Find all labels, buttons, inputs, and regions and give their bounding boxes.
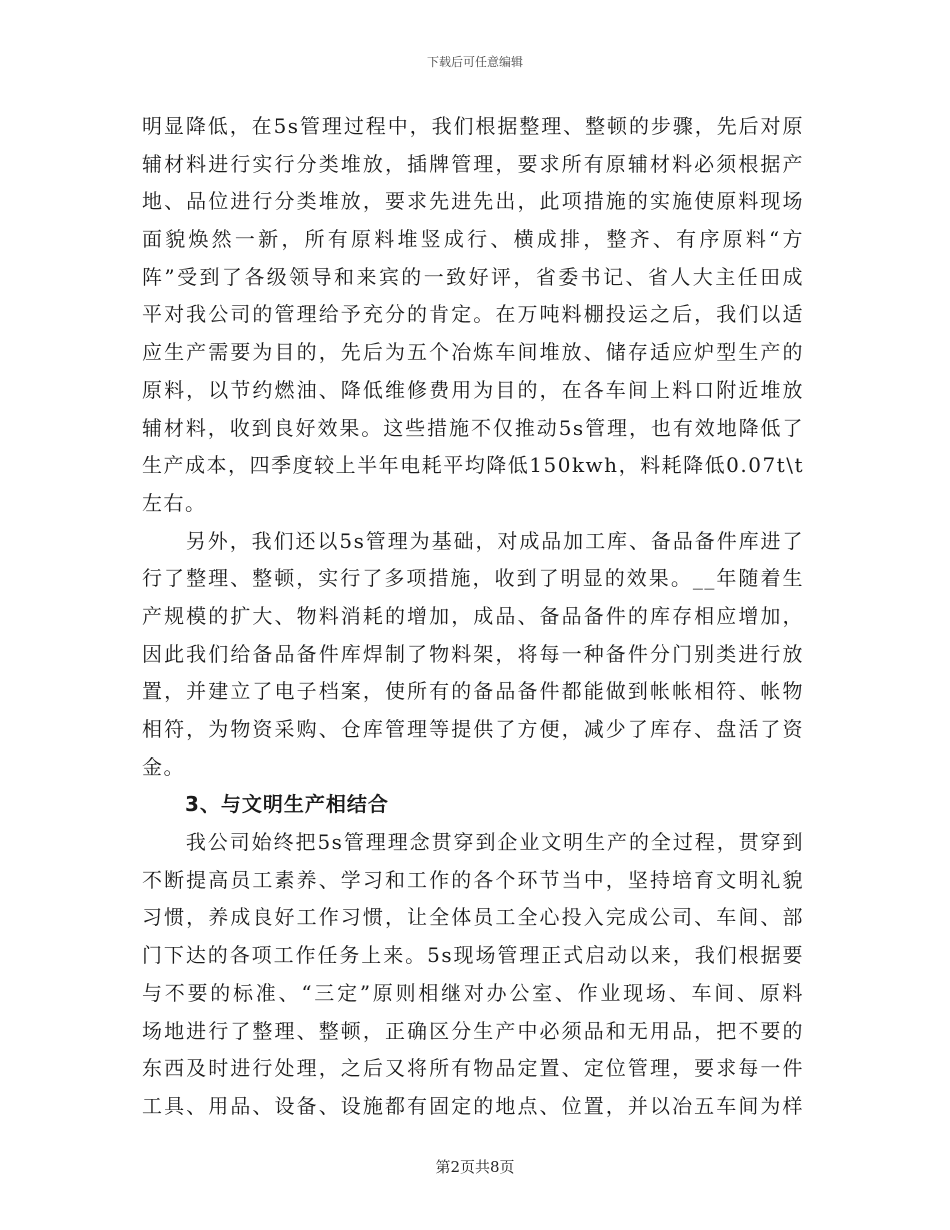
body-line: 另外，我们还以5s管理为基础，对成品加工库、备品备件库进了 — [142, 528, 804, 553]
body-line: 置，并建立了电子档案，使所有的备品备件都能做到帐帐相符、帐物 — [142, 679, 804, 704]
body-line: 因此我们给备品备件库焊制了物料架，将每一种备件分门别类进行放 — [142, 641, 804, 666]
body-line: 东西及时进行处理，之后又将所有物品定置、定位管理，要求每一件 — [142, 1056, 804, 1081]
body-line: 地、品位进行分类堆放，要求先进先出，此项措施的实施使原料现场 — [142, 189, 804, 214]
body-line: 应生产需要为目的，先后为五个冶炼车间堆放、储存适应炉型生产的 — [142, 340, 804, 365]
body-line: 阵”受到了各级领导和来宾的一致好评，省委书记、省人大主任田成 — [142, 264, 804, 289]
body-line: 平对我公司的管理给予充分的肯定。在万吨料棚投运之后，我们以适 — [142, 302, 804, 327]
body-line: 明显降低，在5s管理过程中，我们根据整理、整顿的步骤，先后对原 — [142, 114, 804, 138]
body-line: 产规模的扩大、物料消耗的增加，成品、备品备件的库存相应增加， — [142, 603, 804, 628]
body-line: 左右。 — [142, 490, 207, 515]
body-line: 习惯，养成良好工作习惯，让全体员工全心投入完成公司、车间、部 — [142, 905, 804, 930]
body-line: 与不要的标准、“三定”原则相继对办公室、作业现场、车间、原料 — [142, 980, 804, 1005]
body-line: 原料，以节约燃油、降低维修费用为目的，在各车间上料口附近堆放 — [142, 377, 804, 402]
document-body — [142, 108, 804, 1126]
body-line: 工具、用品、设备、设施都有固定的地点、位置，并以冶五车间为样 — [142, 1093, 804, 1118]
body-line: 场地进行了整理、整顿，正确区分生产中必须品和无用品，把不要的 — [142, 1018, 804, 1043]
page-header: 下载后可任意编辑 — [426, 55, 523, 69]
body-line: 相符，为物资采购、仓库管理等提供了方便，减少了库存、盘活了资 — [142, 717, 804, 741]
body-line: 生产成本，四季度较上半年电耗平均降低150kwh，料耗降低0.07t\t — [142, 453, 804, 478]
body-line: 我公司始终把5s管理理念贯穿到企业文明生产的全过程，贯穿到 — [142, 830, 804, 855]
body-line: 门下达的各项工作任务上来。5s现场管理正式启动以来，我们根据要 — [142, 943, 804, 968]
body-line: 不断提高员工素养、学习和工作的各个环节当中，坚持培育文明礼貌 — [142, 867, 804, 892]
body-line: 辅材料进行实行分类堆放，插牌管理，要求所有原辅材料必须根据产 — [142, 151, 804, 176]
body-line: 行了整理、整顿，实行了多项措施，收到了明显的效果。__年随着生 — [142, 566, 804, 591]
page-footer: 第2页共8页 — [435, 1158, 515, 1176]
body-line: 金。 — [142, 754, 185, 779]
body-line: 辅材料，收到良好效果。这些措施不仅推动5s管理，也有效地降低了 — [142, 415, 804, 440]
body-line: 面貌焕然一新，所有原料堆竖成行、横成排，整齐、有序原料“方 — [142, 227, 804, 252]
section-heading: 3、与文明生产相结合 — [185, 792, 389, 817]
